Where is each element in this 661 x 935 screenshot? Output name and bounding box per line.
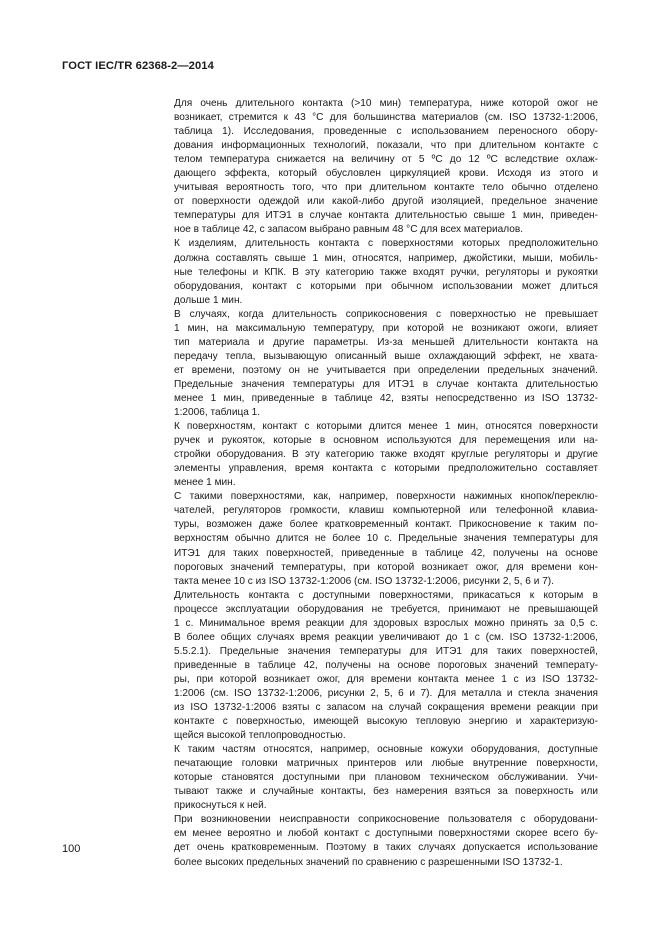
- text-line: К изделиям, длительность контакта с поверхностями которых предположительно: [174, 238, 598, 250]
- text-line: При возникновении неисправности соприкосновение пользователя с оборудовани-: [174, 814, 598, 826]
- text-line: таблица 1). Исследования, проведенные с использованием переносного обору-: [174, 126, 598, 138]
- document-header: ГОСТ IEC/TR 62368-2—2014: [62, 60, 214, 72]
- text-line: ручек и рукояток, которые в основном используются для перемещения или на-: [174, 435, 598, 447]
- text-line: от поверхности одеждой или какой-либо другой изоляцией, предельное значение: [174, 196, 598, 208]
- page-number: 100: [62, 843, 81, 855]
- text-line: 1:2006 (см. ISO 13732-1:2006, рисунки 2, 5, 6 и 7). Для металла и стекла значения: [174, 687, 598, 699]
- text-line: верхностям обычно длится не более 10 с. Предельные значения температуры для: [174, 533, 598, 545]
- text-line: процессе эксплуатации оборудования не требуется, принимают не превышающей: [174, 603, 598, 615]
- text-line: должна составлять свыше 1 мин, относятся, например, джойстики, мыши, мобиль-: [174, 252, 598, 264]
- paragraph: [174, 589, 598, 744]
- text-line: чателей, регуляторов громкости, клавиш компьютерной или телефонной клавиа-: [174, 505, 598, 517]
- text-line: приведенные в таблице 42, получены на основе пороговых значений температу-: [174, 659, 598, 671]
- text-line: менее 1 мин, приведенные в таблице 42, взяты непосредственно из ISO 13732-: [174, 392, 598, 404]
- text-line: 1 с. Минимальное время реакции для здоровых взрослых можно принять за 0,5 с.: [174, 617, 598, 629]
- text-line: дования информационных технологий, показали, что при длительном контакте с: [174, 140, 598, 152]
- text-line: 1 мин, на максимальную температуру, при которой не возникают ожоги, влияет: [174, 322, 598, 334]
- text-line: которые становятся доступными при плановом техническом обслуживании. Учи-: [174, 772, 598, 784]
- text-line: туры, возможен даже более кратковременный контакт. Прикосновение к таким по-: [174, 519, 598, 531]
- text-line: телом температура снижается на величину от 5 ºС до 12 ºС вследствие охлаж-: [174, 154, 598, 166]
- paragraph: [174, 743, 598, 813]
- text-line: тип материала и другие параметры. Из-за меньшей длительности контакта на: [174, 336, 598, 348]
- text-line: менее 1 мин.: [174, 477, 236, 489]
- text-line: возникает, стремится к 43 °С для большинства материалов (см. ISO 13732-1:2006,: [174, 112, 598, 124]
- text-line: печатающие головки матричных принтеров или любые внутренние поверхности,: [174, 758, 598, 770]
- text-line: щейся высокой теплопроводностью.: [174, 730, 346, 742]
- text-line: Длительность контакта с доступными поверхностями, прикасаться к которым в: [174, 589, 598, 601]
- text-line: В более общих случаях время реакции увеличивают до 1 с (см. ISO 13732-1:2006,: [174, 631, 598, 643]
- text-line: 1:2006, таблица 1.: [174, 407, 261, 419]
- paragraph: [174, 97, 598, 237]
- paragraph: [174, 490, 598, 588]
- text-line: ные телефоны и КПК. В эту категорию также входят ручки, регуляторы и рукоятки: [174, 266, 598, 278]
- text-line: контакте с поверхностью, имеющей высокую тепловую энергию и характеризую-: [174, 716, 598, 728]
- text-line: дет очень кратковременным. Поэтому в таких случаях допускается использование: [174, 842, 598, 854]
- text-line: такта менее 10 с из ISO 13732-1:2006 (см. ISO 13732-1:2006, рисунки 2, 5, 6 и 7).: [174, 575, 554, 587]
- text-line: ет времени, поэтому он не учитывается при определении предельных значений.: [174, 364, 598, 376]
- document-body: [174, 97, 598, 870]
- text-line: элементы управления, время контакта с которыми предположительно составляет: [174, 463, 598, 475]
- text-line: ное в таблице 42, с запасом выбрано равным 48 °С для всех материалов.: [174, 224, 523, 236]
- text-line: ИТЭ1 для таких поверхностей, приведенные в таблице 42, получены на основе: [174, 547, 598, 559]
- text-line: дающего эффекта, который обусловлен циркуляцией крови. Исходя из этого и: [174, 168, 598, 180]
- paragraph: [174, 308, 598, 420]
- text-line: дольше 1 мин.: [174, 294, 243, 306]
- text-line: из ISO 13732-1:2006 взяты с запасом на случай сокращения времени реакции при: [174, 702, 598, 714]
- paragraph: [174, 237, 598, 307]
- paragraph: [174, 420, 598, 490]
- text-line: С такими поверхностями, как, например, поверхности нажимных кнопок/переклю-: [174, 491, 598, 503]
- text-line: оборудования, контакт с которыми при обычном использовании может длиться: [174, 280, 598, 292]
- text-line: тывают также и случайные контакты, без намерения взяться за поверхность или: [174, 786, 598, 798]
- text-line: прикоснуться к ней.: [174, 800, 267, 812]
- text-line: ем менее вероятно и любой контакт с доступными поверхностями скорее всего бу-: [174, 828, 598, 840]
- text-line: более высоких предельных значений по сравнению с разрешенными ISO 13732-1.: [174, 856, 563, 868]
- text-line: 5.5.2.1). Предельные значения температуры для ИТЭ1 для таких поверхностей,: [174, 645, 598, 657]
- text-line: пороговых значений температуры, при которой возникает ожог, для времени кон-: [174, 561, 598, 573]
- text-line: температуры для ИТЭ1 в случае контакта длительностью свыше 1 мин, приведен-: [174, 210, 598, 222]
- text-line: Для очень длительного контакта (>10 мин) температура, ниже которой ожог не: [174, 98, 598, 109]
- text-line: стройки оборудования. В эту категорию также входят круглые регуляторы и другие: [174, 449, 598, 461]
- text-line: К таким частям относятся, например, основные кожухи оборудования, доступные: [174, 744, 598, 756]
- text-line: В случаях, когда длительность соприкосновения с поверхностью не превышает: [174, 308, 598, 320]
- text-line: учитывая вероятность того, что при длительном контакте тело обычно отделено: [174, 182, 598, 194]
- paragraph: [174, 813, 598, 869]
- text-line: Предельные значения температуры для ИТЭ1 в случае контакта длительностью: [174, 378, 598, 390]
- text-line: К поверхностям, контакт с которыми длится менее 1 мин, относятся поверхности: [174, 421, 598, 433]
- text-line: передачу тепла, вызывающую описанный выше охлаждающий эффект, не хвата-: [174, 350, 598, 362]
- text-line: ры, при которой возникает ожог, для времени контакта менее 1 с из ISO 13732-: [174, 673, 598, 685]
